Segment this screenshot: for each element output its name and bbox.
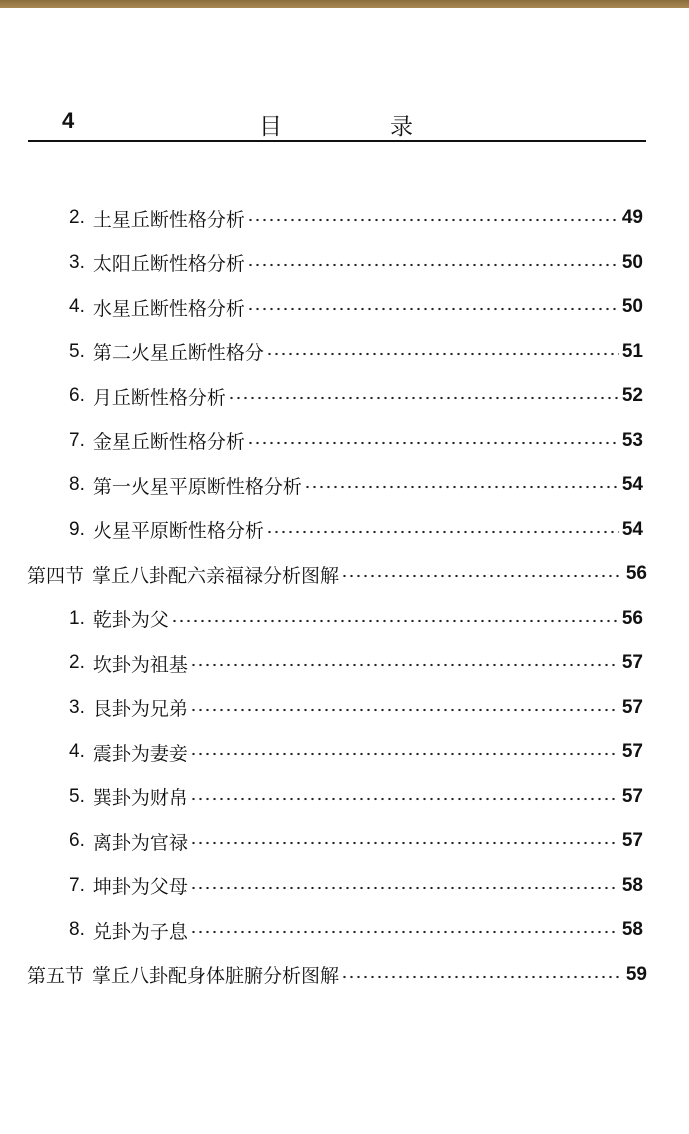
page-number: 4	[62, 108, 75, 133]
toc-entry-label: 水星丘断性格分析	[92, 297, 245, 320]
toc-entry-number: 3.	[69, 696, 85, 718]
toc-entry-label: 兑卦为子息	[92, 920, 188, 943]
toc-entry-label: 震卦为妻妾	[92, 742, 188, 765]
toc-entry-label: 坎卦为祖基	[92, 653, 188, 676]
toc-entry	[0, 241, 643, 286]
dot-leader	[190, 663, 619, 667]
toc-entry-label: 金星丘断性格分析	[92, 431, 245, 454]
toc-entry	[0, 330, 643, 375]
dot-leader	[266, 530, 619, 534]
toc-entry-label: 第二火星丘断性格分	[92, 342, 264, 365]
toc-entry	[0, 196, 643, 241]
toc-entry-page: 53	[621, 429, 643, 451]
toc-entry-number: 8.	[69, 474, 85, 496]
dot-leader	[190, 886, 619, 890]
toc-entry	[0, 641, 643, 686]
page-header	[28, 108, 646, 142]
toc-entry-number: 6.	[69, 385, 85, 407]
dot-leader	[228, 396, 619, 400]
toc-section-entry	[0, 552, 647, 597]
toc-entry-label: 巽卦为财帛	[92, 787, 188, 810]
toc-entry	[0, 819, 643, 864]
toc-entry-label: 月丘断性格分析	[92, 386, 226, 409]
toc-entry-number: 4.	[69, 741, 85, 763]
table-of-contents	[0, 196, 689, 997]
toc-entry-number: 5.	[69, 785, 85, 807]
toc-entry-label: 掌丘八卦配身体脏腑分析图解	[92, 965, 340, 988]
toc-entry	[0, 508, 643, 553]
toc-entry-number: 8.	[69, 919, 85, 941]
dot-leader	[304, 485, 619, 489]
toc-entry-label: 乾卦为父	[92, 609, 169, 632]
toc-entry	[0, 908, 643, 953]
toc-entry-number: 5.	[69, 340, 85, 362]
toc-entry-number: 7.	[69, 429, 85, 451]
toc-entry-label: 离卦为官禄	[92, 831, 188, 854]
dot-leader	[247, 218, 619, 222]
toc-entry-number: 4.	[69, 296, 85, 318]
toc-entry-number: 2.	[69, 207, 85, 229]
toc-entry-label: 土星丘断性格分析	[92, 208, 245, 231]
dot-leader	[171, 619, 619, 623]
toc-entry	[0, 686, 643, 731]
dot-leader	[247, 307, 619, 311]
page-title: 目录	[259, 114, 521, 140]
toc-entry-page: 58	[621, 874, 643, 896]
toc-entry-label: 掌丘八卦配六亲福禄分析图解	[92, 564, 340, 587]
toc-entry-number: 9.	[69, 518, 85, 540]
toc-entry-page: 52	[621, 385, 643, 407]
toc-entry-number: 7.	[69, 874, 85, 896]
toc-section-entry	[0, 953, 647, 998]
toc-entry-label: 第一火星平原断性格分析	[92, 475, 302, 498]
toc-entry-label: 艮卦为兄弟	[92, 698, 188, 721]
toc-entry-page: 54	[621, 518, 643, 540]
toc-entry-page: 59	[625, 963, 647, 985]
dot-leader	[190, 841, 619, 845]
toc-entry-page: 58	[621, 919, 643, 941]
toc-entry-number: 3.	[69, 251, 85, 273]
top-border-band	[0, 0, 689, 8]
toc-entry	[0, 864, 643, 909]
toc-entry-page: 57	[621, 785, 643, 807]
dot-leader	[341, 975, 623, 979]
toc-entry	[0, 374, 643, 419]
toc-entry	[0, 463, 643, 508]
dot-leader	[190, 752, 619, 756]
toc-entry-page: 57	[621, 830, 643, 852]
toc-entry-page: 51	[621, 340, 643, 362]
toc-entry-page: 57	[621, 652, 643, 674]
dot-leader	[190, 930, 619, 934]
toc-entry-label: 坤卦为父母	[92, 876, 188, 899]
toc-entry-page: 56	[621, 607, 643, 629]
toc-entry-label: 太阳丘断性格分析	[92, 253, 245, 276]
toc-entry-page: 56	[625, 563, 647, 585]
toc-entry	[0, 419, 643, 464]
dot-leader	[190, 708, 619, 712]
toc-entry-number: 6.	[69, 830, 85, 852]
toc-entry-page: 50	[621, 251, 643, 273]
toc-entry	[0, 730, 643, 775]
toc-entry-number: 2.	[69, 652, 85, 674]
toc-entry-page: 57	[621, 696, 643, 718]
dot-leader	[341, 574, 623, 578]
toc-entry	[0, 775, 643, 820]
dot-leader	[266, 352, 619, 356]
dot-leader	[247, 441, 619, 445]
toc-entry-number: 1.	[69, 607, 85, 629]
toc-entry-page: 57	[621, 741, 643, 763]
toc-entry	[0, 285, 643, 330]
toc-entry	[0, 597, 643, 642]
toc-entry-label: 火星平原断性格分析	[92, 520, 264, 543]
dot-leader	[247, 263, 619, 267]
toc-entry-number: 第四节	[27, 565, 85, 587]
dot-leader	[190, 797, 619, 801]
toc-entry-page: 50	[621, 296, 643, 318]
toc-entry-number: 第五节	[27, 966, 85, 988]
toc-entry-page: 49	[621, 207, 643, 229]
toc-entry-page: 54	[621, 474, 643, 496]
